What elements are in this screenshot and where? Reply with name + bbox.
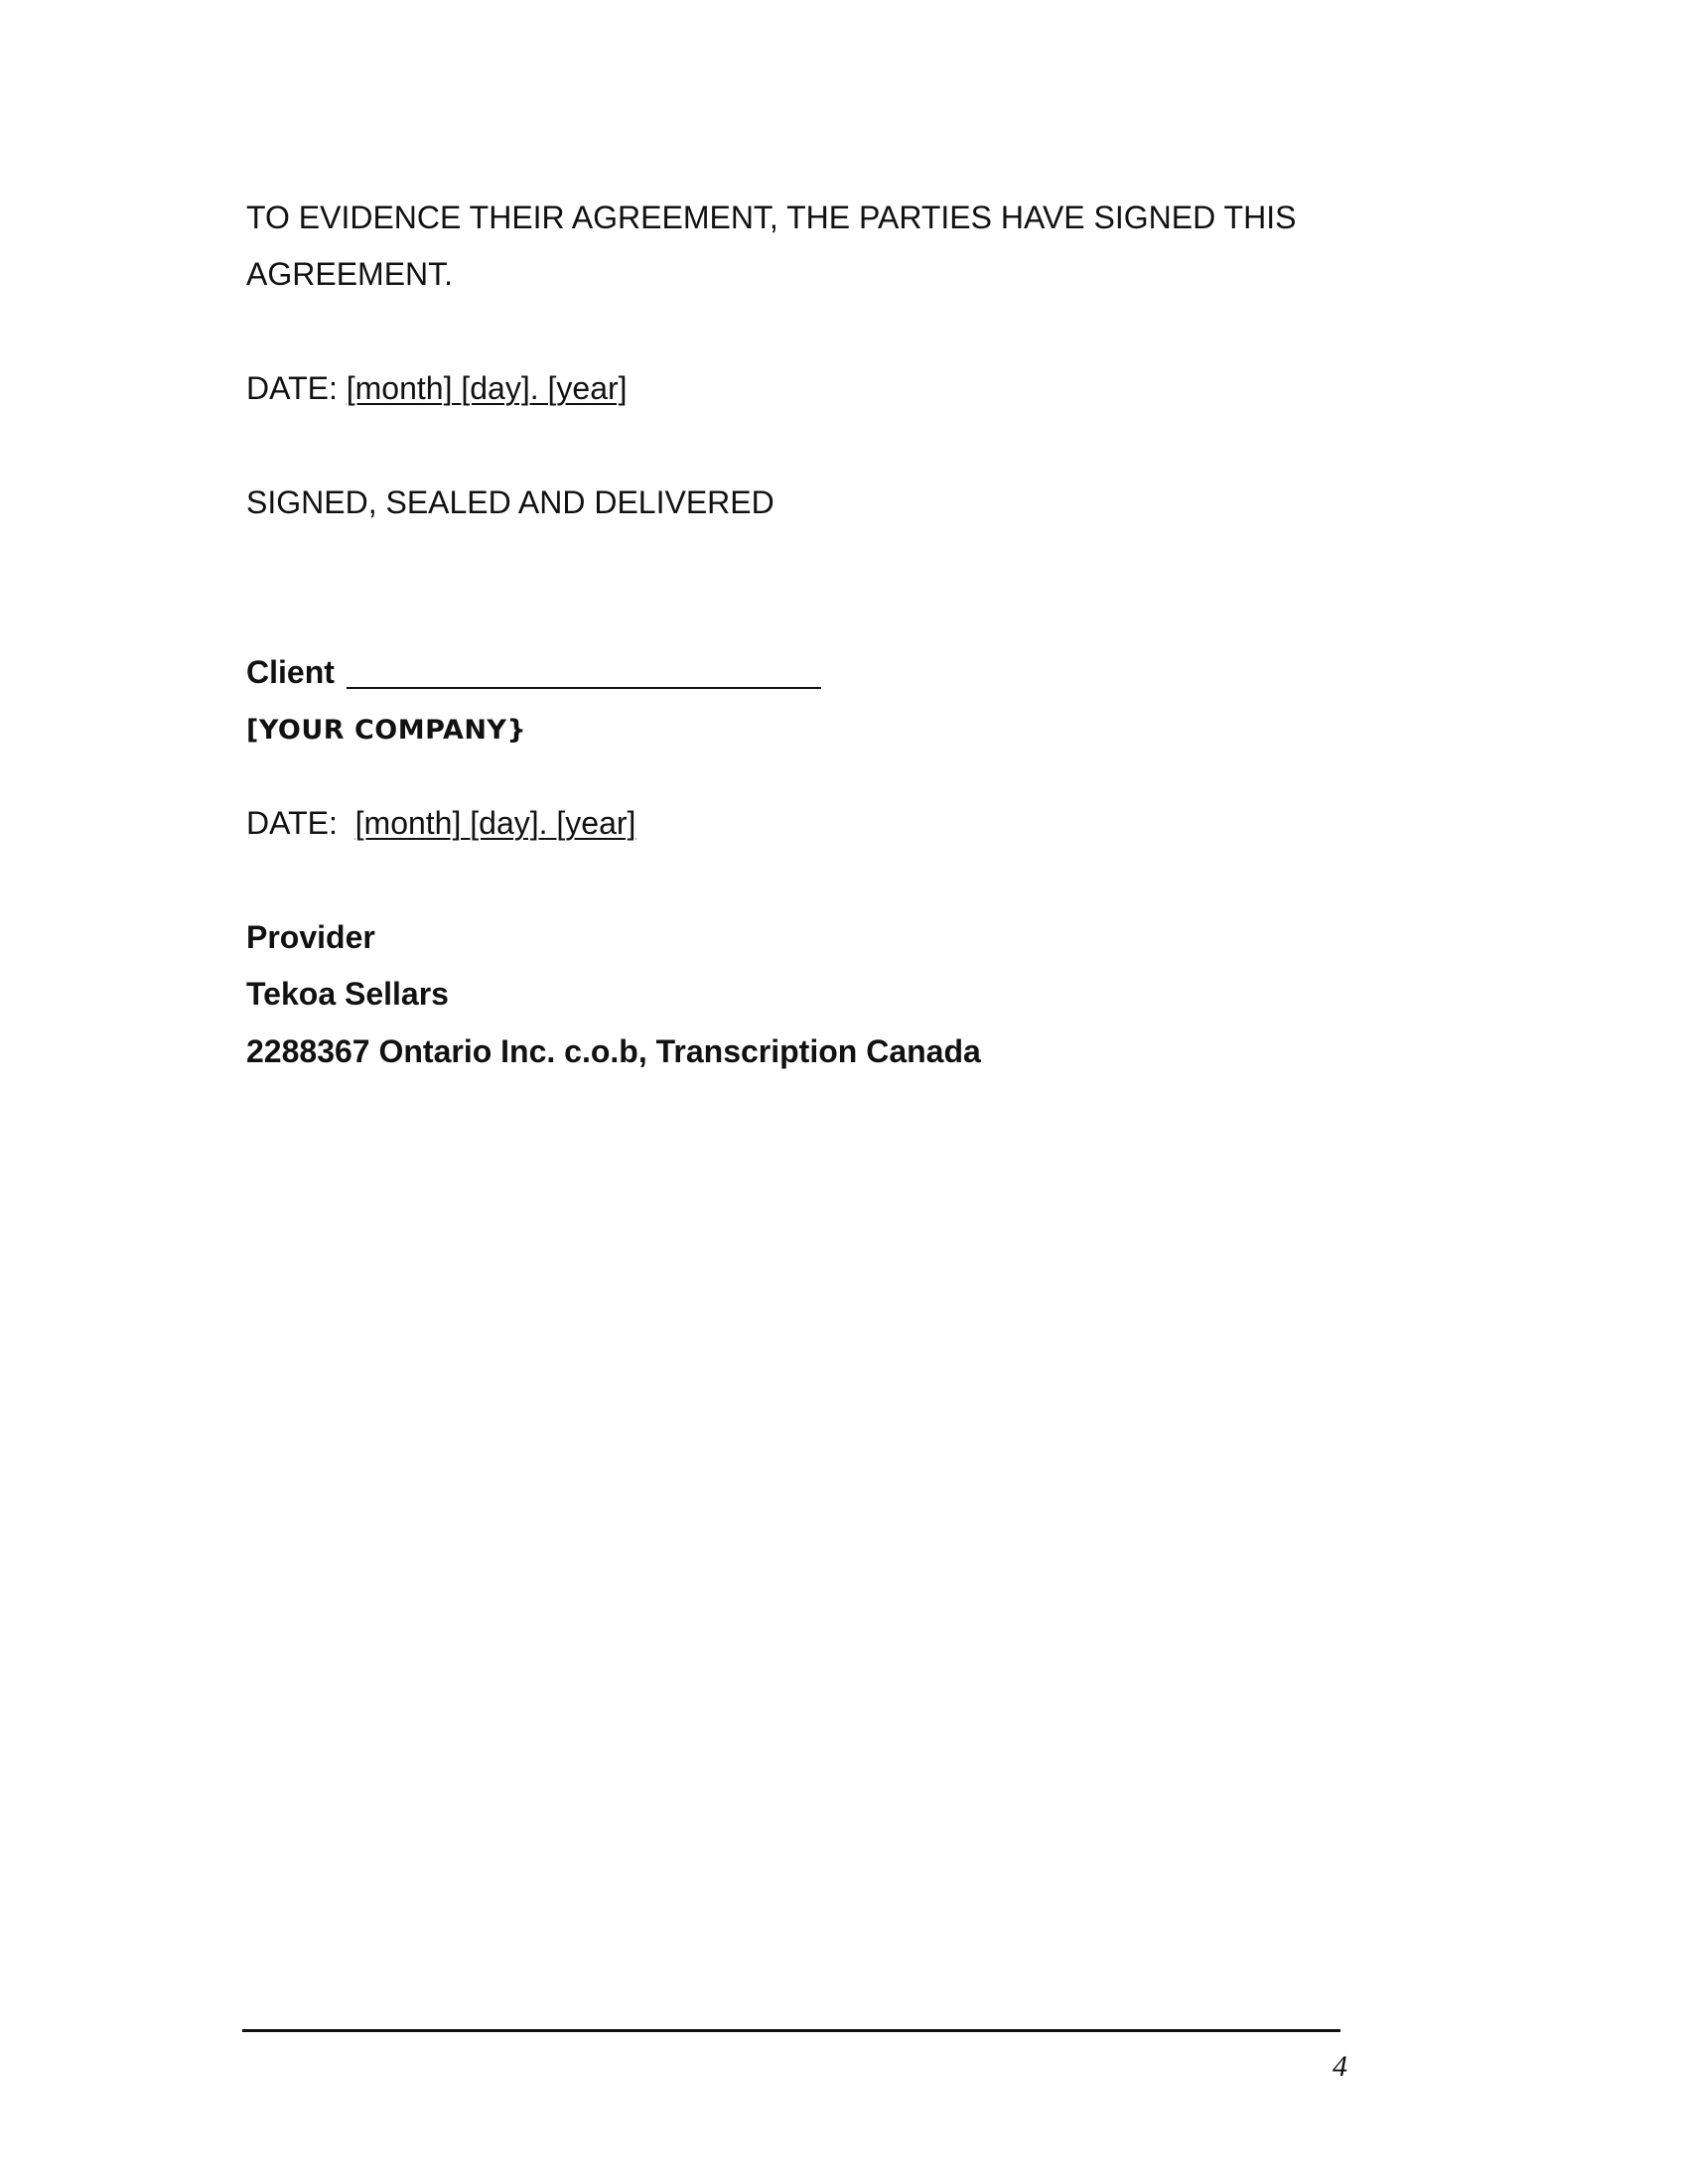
client-date-label: DATE:	[246, 805, 338, 841]
closing-statement-line-2: AGREEMENT.	[246, 256, 454, 292]
date-label: DATE:	[246, 370, 338, 406]
date-line	[246, 368, 628, 408]
footer-rule	[242, 2029, 1340, 2032]
client-date-placeholder: [month] [day]. [year]	[354, 805, 636, 841]
provider-label: Provider	[246, 919, 375, 955]
client-company: [YOUR COMPANY}	[246, 715, 527, 746]
client-label: Client	[246, 654, 335, 690]
provider-name: Tekoa Sellars	[246, 976, 449, 1012]
signature-blank	[347, 687, 821, 689]
closing-statement-line-1: TO EVIDENCE THEIR AGREEMENT, THE PARTIES HAVE SIGNED THIS	[246, 200, 1297, 235]
client-date-line	[246, 803, 635, 843]
signed-sealed-delivered: SIGNED, SEALED AND DELIVERED	[246, 484, 774, 520]
provider-company: 2288367 Ontario Inc. c.o.b, Transcription Canada	[246, 1033, 981, 1069]
date-placeholder: [month] [day]. [year]	[346, 370, 628, 406]
client-signature-line	[246, 652, 821, 692]
page-number: 4	[1333, 2050, 1347, 2083]
